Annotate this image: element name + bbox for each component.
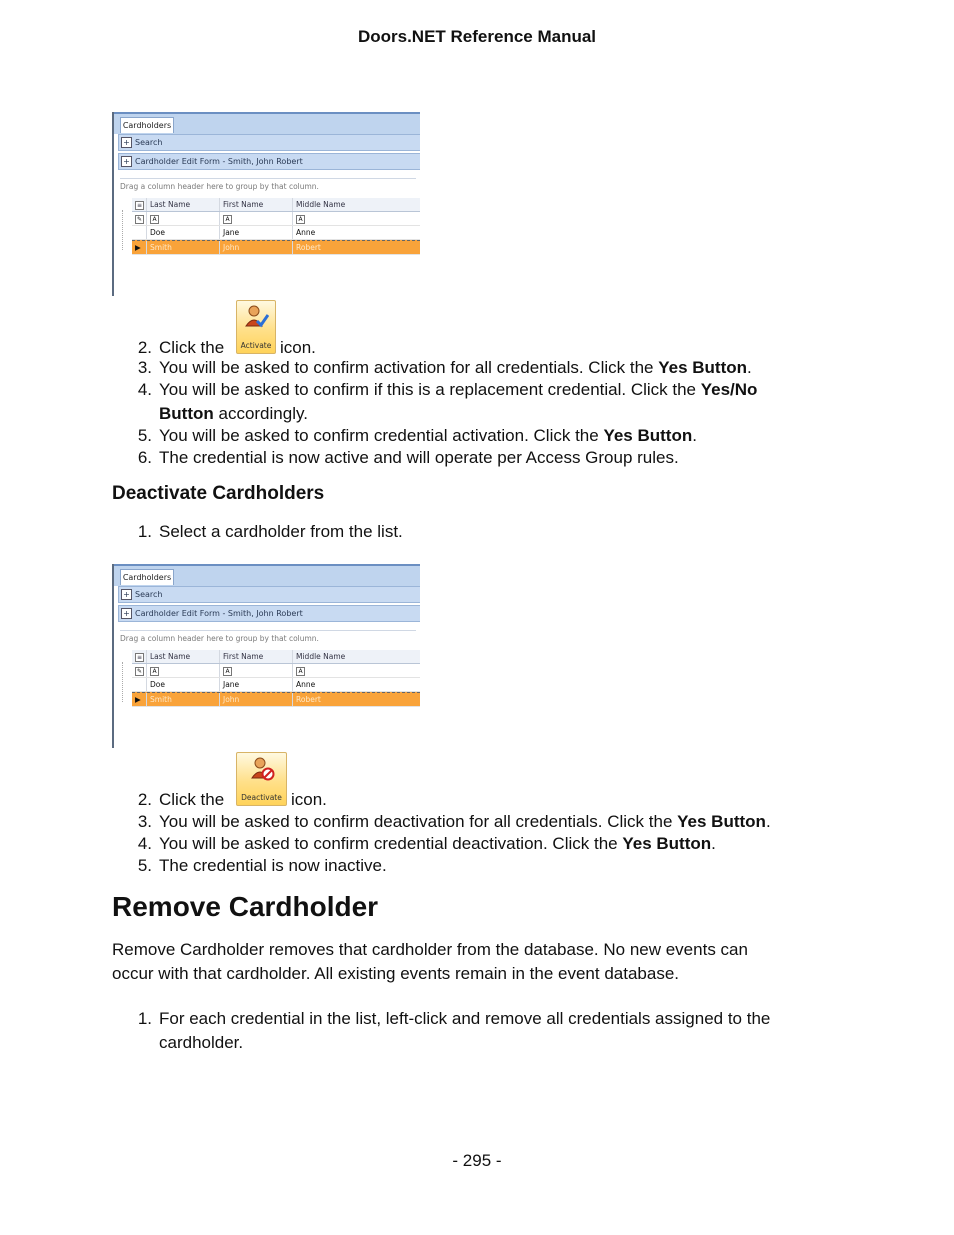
tab-bar <box>114 112 420 134</box>
row-pointer-icon: ▶ <box>135 243 141 252</box>
filter-row <box>132 664 420 678</box>
filter-icon[interactable]: A <box>150 667 159 676</box>
search-bar-label: Search <box>135 590 163 599</box>
edit-form-panel-bar[interactable] <box>118 153 420 170</box>
filter-edit-icon[interactable]: ✎ <box>136 215 143 223</box>
page-number: - 295 - <box>452 1151 502 1170</box>
edit-form-panel-bar[interactable] <box>118 605 420 622</box>
tab-bar <box>114 564 420 586</box>
remove-paragraph-line-2: occur with that cardholder. All existing events remain in the event database. <box>112 964 679 983</box>
column-chooser-icon[interactable]: ≡ <box>136 201 143 209</box>
expand-icon[interactable]: + <box>121 137 132 148</box>
table-header-row <box>132 198 420 212</box>
first-name-cell: Jane <box>219 678 293 691</box>
cardholders-table <box>132 650 420 707</box>
expand-icon[interactable]: + <box>121 156 132 167</box>
middle-name-cell: Robert <box>292 693 420 706</box>
table-row[interactable] <box>132 678 420 692</box>
column-header-first-name[interactable]: First Name <box>219 198 293 211</box>
column-header-middle-name[interactable]: Middle Name <box>292 650 420 663</box>
activate-person-check-icon <box>243 304 269 330</box>
middle-name-cell: Anne <box>292 226 420 239</box>
list-item-continuation: Button accordingly. <box>159 404 308 423</box>
filter-edit-icon[interactable]: ✎ <box>136 667 143 675</box>
table-row-selected[interactable] <box>132 240 420 255</box>
table-header-row <box>132 650 420 664</box>
column-chooser-icon[interactable]: ≡ <box>136 653 143 661</box>
remove-paragraph-line-1: Remove Cardholder removes that cardholder from the database. No new events can <box>112 940 748 959</box>
middle-name-cell: Robert <box>292 241 420 254</box>
cardholders-grid-screenshot-1 <box>112 112 420 296</box>
search-bar-label: Search <box>135 138 163 147</box>
last-name-cell: Doe <box>146 678 220 691</box>
column-header-first-name[interactable]: First Name <box>219 650 293 663</box>
tab-cardholders[interactable]: Cardholders <box>120 117 174 133</box>
tree-lines <box>122 210 131 250</box>
filter-icon[interactable]: A <box>223 215 232 224</box>
deactivate-icon-caption: Deactivate <box>241 793 282 802</box>
deactivate-button-icon[interactable] <box>236 752 287 806</box>
filter-icon[interactable]: A <box>296 667 305 676</box>
activate-button-icon[interactable] <box>236 300 276 354</box>
filter-row <box>132 212 420 226</box>
last-name-cell: Smith <box>146 241 220 254</box>
first-name-cell: Jane <box>219 226 293 239</box>
table-row[interactable] <box>132 226 420 240</box>
list-item-continuation: cardholder. <box>159 1033 244 1052</box>
first-name-cell: John <box>219 241 293 254</box>
expand-icon[interactable]: + <box>121 608 132 619</box>
expand-icon[interactable]: + <box>121 589 132 600</box>
cardholders-table <box>132 198 420 255</box>
section-heading-remove: Remove Cardholder <box>112 891 379 922</box>
filter-icon[interactable]: A <box>296 215 305 224</box>
last-name-cell: Smith <box>146 693 220 706</box>
filter-icon[interactable]: A <box>223 667 232 676</box>
first-name-cell: John <box>219 693 293 706</box>
column-header-last-name[interactable]: Last Name <box>146 198 220 211</box>
cardholders-grid-screenshot-2 <box>112 564 420 748</box>
section-heading-deactivate: Deactivate Cardholders <box>112 483 325 504</box>
tree-lines <box>122 662 131 702</box>
page-header-title: Doors.NET Reference Manual <box>357 27 597 46</box>
table-row-selected[interactable] <box>132 692 420 707</box>
edit-form-bar-label: Cardholder Edit Form - Smith, John Robert <box>135 609 303 618</box>
last-name-cell: Doe <box>146 226 220 239</box>
search-panel-bar[interactable] <box>118 134 420 151</box>
column-header-last-name[interactable]: Last Name <box>146 650 220 663</box>
group-by-hint: Drag a column header here to group by that column. <box>120 630 416 646</box>
deactivate-person-no-icon <box>249 756 275 782</box>
middle-name-cell: Anne <box>292 678 420 691</box>
search-panel-bar[interactable] <box>118 586 420 603</box>
filter-icon[interactable]: A <box>150 215 159 224</box>
tab-cardholders[interactable]: Cardholders <box>120 569 174 585</box>
row-pointer-icon: ▶ <box>135 695 141 704</box>
group-by-hint: Drag a column header here to group by that column. <box>120 178 416 194</box>
activate-icon-caption: Activate <box>240 341 272 350</box>
column-header-middle-name[interactable]: Middle Name <box>292 198 420 211</box>
edit-form-bar-label: Cardholder Edit Form - Smith, John Robert <box>135 157 303 166</box>
